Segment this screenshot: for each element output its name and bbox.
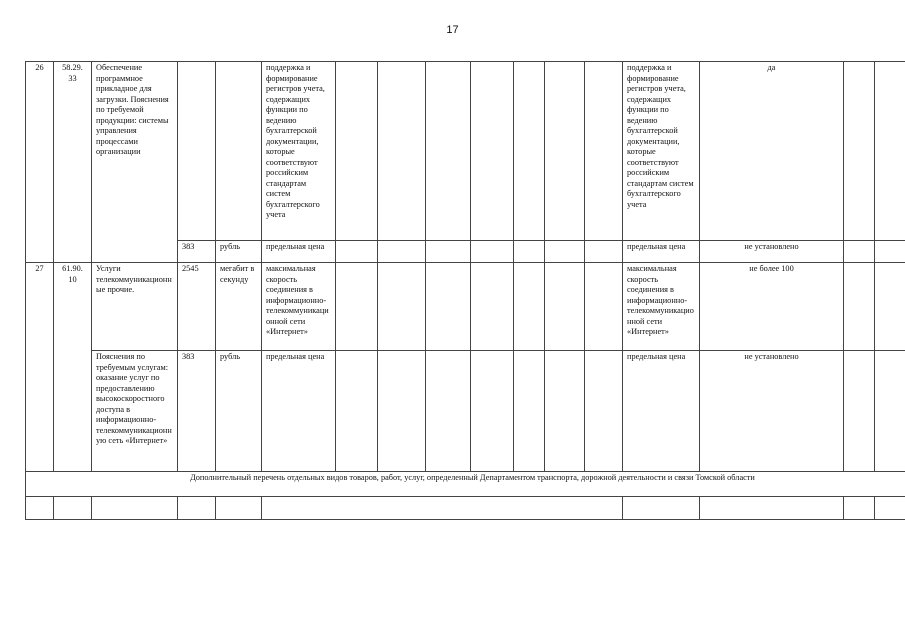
characteristic: максимальная скорость соединения в информационно-телекоммуникационной сети «Интернет» [262,263,336,351]
unit-name: рубль [216,241,262,263]
row-number: 27 [26,263,54,472]
okei-code: 383 [178,351,216,472]
unit-name: рубль [216,351,262,472]
okpd-code: 61.90. 10 [54,263,92,472]
item-explanation: Пояснения по требуемым услугам: оказание услуг по предоставлению высокоскоростного доступа в информационно-телекоммуникационную сеть «Интернет» [92,351,178,472]
characteristic-value: не установлено [700,241,844,263]
characteristic-dept: поддержка и формирование регистров учета, содержащих функции по ведению бухгалтерской документации, которые соответствуют российским стандартам систем бухгалтерского учета [623,62,700,241]
okei-code [178,62,216,241]
table-row [26,351,905,472]
characteristic-dept: предельная цена [623,241,700,263]
item-name: Услуги телекоммуникационные прочие. [92,263,178,351]
additional-list-heading: Дополнительный перечень отдельных видов товаров, работ, услуг, определенный Департаментом транспорта, дорожной деятельности и связи Томской области [26,472,905,497]
characteristic-dept: предельная цена [623,351,700,472]
characteristic-value: да [700,62,844,241]
characteristic-value: не более 100 [700,263,844,351]
table-row [26,497,905,520]
okpd-code: 58.29. 33 [54,62,92,263]
procurement-table [25,61,905,520]
characteristic-value: не установлено [700,351,844,472]
unit-name [216,62,262,241]
unit-name: мегабит в секунду [216,263,262,351]
characteristic: поддержка и формирование регистров учета, содержащих функции по ведению бухгалтерской документации, которые соответствуют российским стандартам систем бухгалтерского учета [262,62,336,241]
table-row [26,472,905,497]
characteristic: предельная цена [262,351,336,472]
characteristic: предельная цена [262,241,336,263]
okei-code: 383 [178,241,216,263]
item-name: Обеспечение программное прикладное для загрузки. Пояснения по требуемой продукции: системы управления процессами организации [92,62,178,263]
page-number: 17 [446,24,459,36]
row-number: 26 [26,62,54,263]
okei-code: 2545 [178,263,216,351]
table-row [26,62,905,241]
characteristic-dept: максимальная скорость соединения в информационно-телекоммуникационной сети «Интернет» [623,263,700,351]
table-row [26,263,905,351]
